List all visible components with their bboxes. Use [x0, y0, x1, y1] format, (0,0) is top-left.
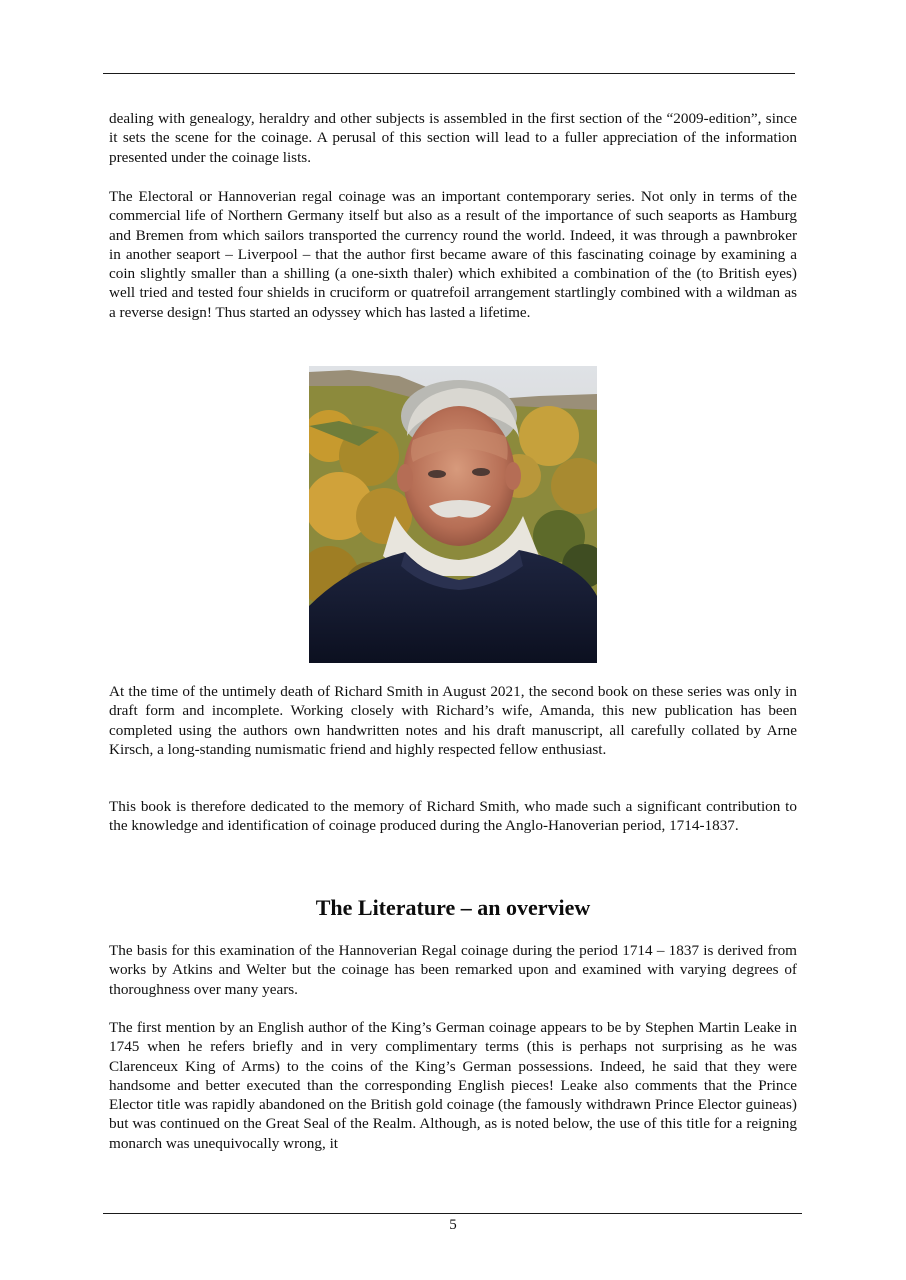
- section-heading: The Literature – an overview: [315, 895, 591, 920]
- portrait-photo: [309, 366, 597, 663]
- paragraph-basis: The basis for this examination of the Hannoverian Regal coinage during the period 1714 – 1837 is derived from works by Atkins and Welter but the coinage has been remarked upon and examined with varying degrees of thoroughness over many years.: [109, 942, 797, 998]
- paragraph-electoral-coinage: The Electoral or Hannoverian regal coinage was an important contemporary series. Not only in terms of the commercial life of Northern Germany itself but also as a result of the importance of such seaports as Hamburg and Bremen from which sailors transported the currency round the world. Indeed, it was through a pawnbroker in another seaport – Liverpool – that the author first became aware of this fascinating coinage by examining a coin slightly smaller than a shilling (a one-sixth thaler) which exhibited a combination of the (to British eyes) well tried and tested four shields in cruciform or quatrefoil arrangement startlingly combined with a wildman as a reverse design! Thus started an odyssey which has lasted a lifetime.: [109, 188, 797, 321]
- paragraph-first-mention: The first mention by an English author of the King’s German coinage appears to be by Stephen Martin Leake in 1745 when he refers briefly and in very complimentary terms (this is perhaps not surprising as he was Clarenceux King of Arms) to the coins of the King’s German possessions. Indeed, he said that they were handsome and better executed than the corresponding English pieces! Leake also comments that the Prince Elector title was rapidly abandoned on the British gold coinage (the famously withdrawn Prince Elector guineas) but was continued on the Great Seal of the Realm. Although, as is noted below, the use of this title for a reigning monarch was unequivocally wrong, it: [109, 1019, 797, 1152]
- page-number: 5: [449, 1217, 457, 1233]
- footer-rule: [103, 1213, 802, 1214]
- paragraph-dedication: This book is therefore dedicated to the memory of Richard Smith, who made such a significant contribution to the knowledge and identification of coinage produced during the Anglo-Hanoverian period, 1714-1837.: [109, 798, 797, 835]
- paragraph-richard-smith-death: At the time of the untimely death of Richard Smith in August 2021, the second book on these series was only in draft form and incomplete. Working closely with Richard’s wife, Amanda, this new publication has been completed using the authors own handwritten notes and his draft manuscript, all carefully collated by Arne Kirsch, a long-standing numismatic friend and highly respected fellow enthusiast.: [109, 683, 797, 758]
- paragraph-genealogy: dealing with genealogy, heraldry and other subjects is assembled in the first section of the “2009-edition”, since it sets the scene for the coinage. A perusal of this section will lead to a fuller appreciation of the information presented under the coinage lists.: [109, 110, 797, 166]
- header-rule: [103, 73, 795, 74]
